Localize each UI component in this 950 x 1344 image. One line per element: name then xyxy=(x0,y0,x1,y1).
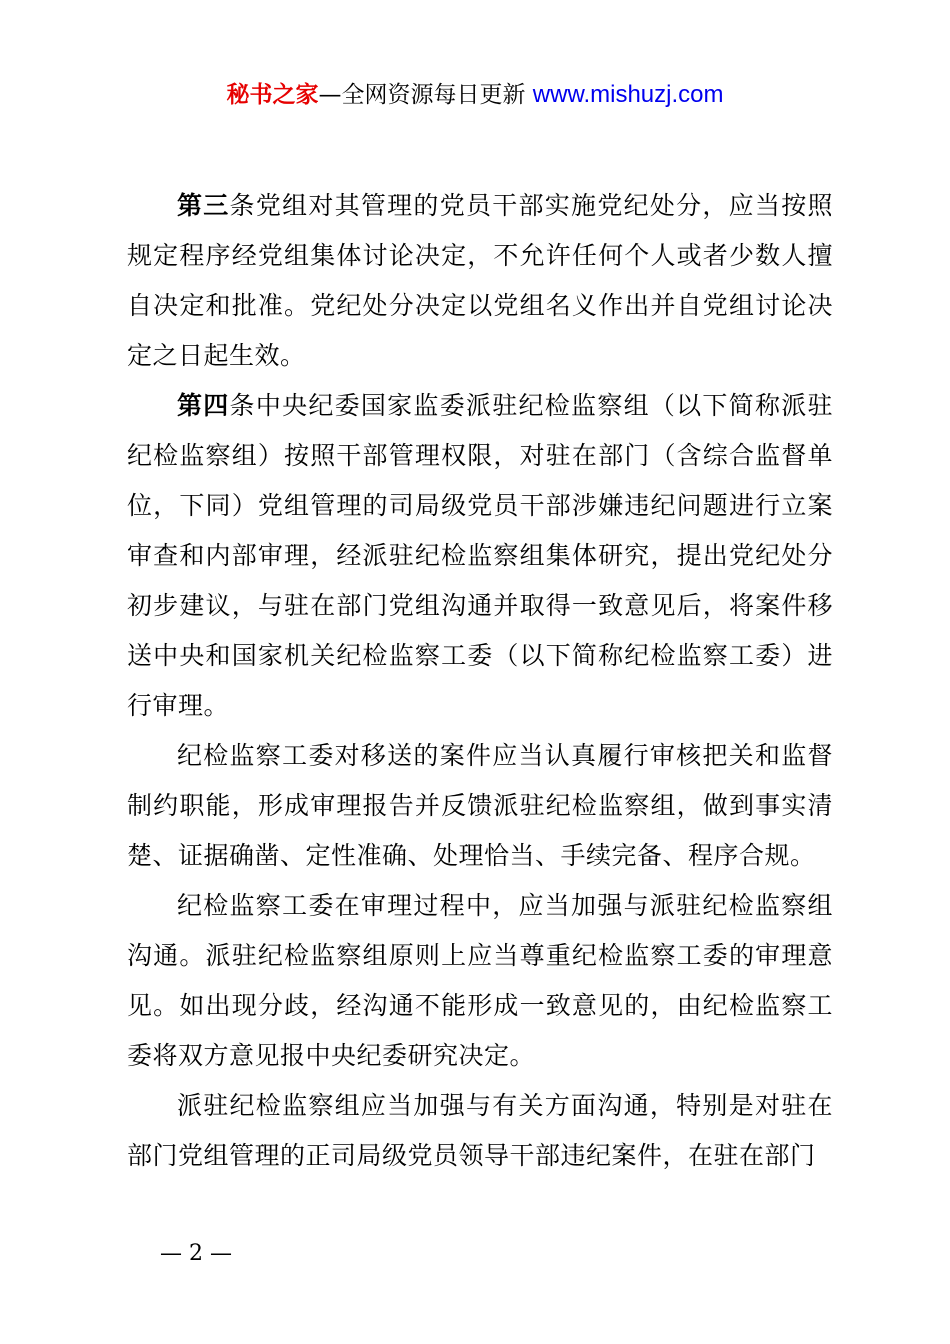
document-body xyxy=(127,181,833,1181)
page-number: — 2 — xyxy=(160,1241,232,1266)
paragraph-communication xyxy=(127,881,833,1081)
paragraph-text: 条党组对其管理的党员干部实施党纪处分，应当按照规定程序经党组集体讨论决定，不允许任何个人或者少数人擅自决定和批准。党纪处分决定以党组名义作出并自党组讨论决定之日起生效。 xyxy=(127,191,833,370)
paragraph-text: 条中央纪委国家监委派驻纪检监察组（以下简称派驻纪检监察组）按照干部管理权限，对驻在部门（含综合监督单位，下同）党组管理的司局级党员干部涉嫌违纪问题进行立案审查和内部审理，经派驻纪检监察组集体研究，提出党纪处分初步建议，与驻在部门党组沟通并取得一致意见后，将案件移送中央和国家机关纪检监察工委（以下简称纪检监察工委）进行审理。 xyxy=(127,391,833,720)
paragraph-article-4 xyxy=(127,381,833,731)
paragraph-article-3 xyxy=(127,181,833,381)
article-number: 第四 xyxy=(177,391,230,420)
article-number: 第三 xyxy=(177,191,230,220)
header-tagline: —全网资源每日更新 xyxy=(318,82,533,108)
paragraph-coordination xyxy=(127,1081,833,1181)
paragraph-text: 派驻纪检监察组应当加强与有关方面沟通，特别是对驻在部门党组管理的正司局级党员领导干部违纪案件，在驻在部门 xyxy=(127,1091,833,1170)
paragraph-text: 纪检监察工委对移送的案件应当认真履行审核把关和监督制约职能，形成审理报告并反馈派驻纪检监察组，做到事实清楚、证据确凿、定性准确、处理恰当、手续完备、程序合规。 xyxy=(127,741,833,870)
site-header xyxy=(0,80,950,110)
site-url-link[interactable]: www.mishuzj.com xyxy=(532,81,724,108)
paragraph-review-duty xyxy=(127,731,833,881)
paragraph-text: 纪检监察工委在审理过程中，应当加强与派驻纪检监察组沟通。派驻纪检监察组原则上应当尊重纪检监察工委的审理意见。如出现分歧，经沟通不能形成一致意见的，由纪检监察工委将双方意见报中央纪委研究决定。 xyxy=(127,891,833,1070)
brand-name: 秘书之家 xyxy=(226,82,319,108)
